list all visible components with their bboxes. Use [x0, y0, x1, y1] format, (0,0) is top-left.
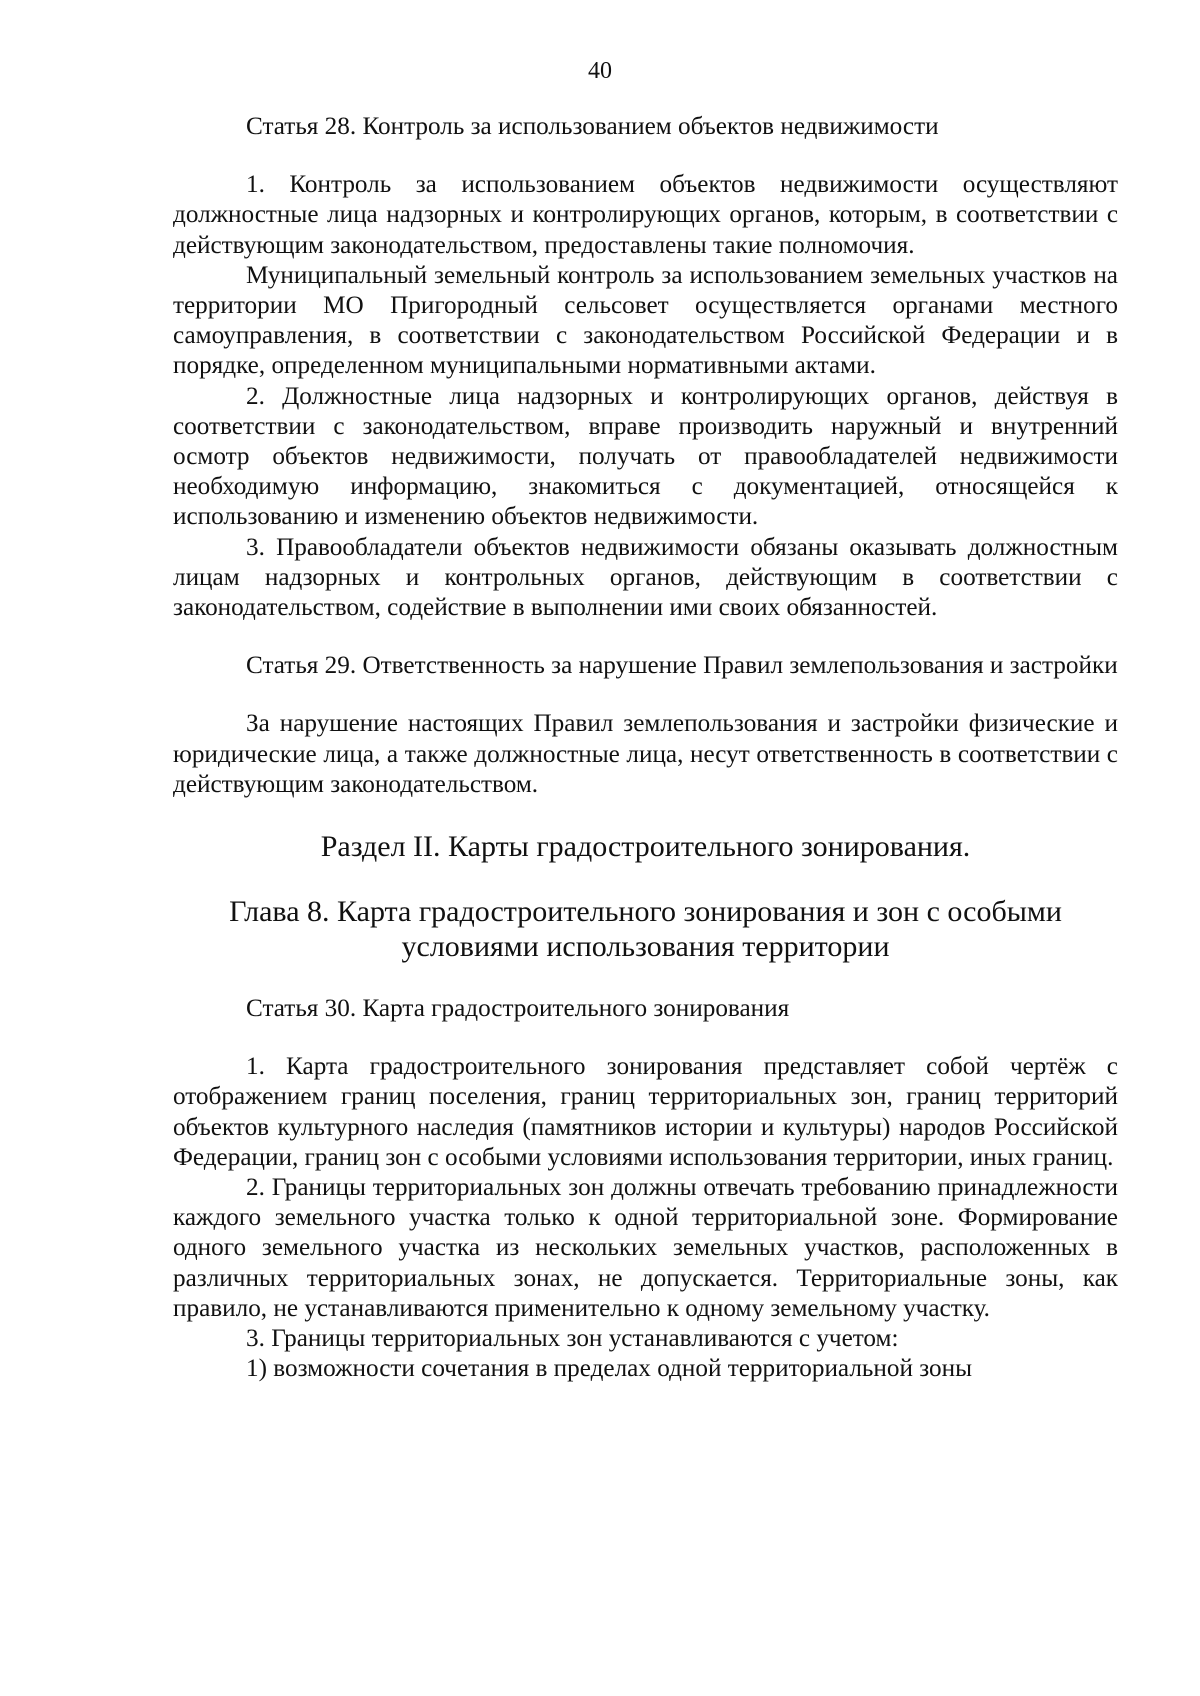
article-30-paragraph-2: 2. Границы территориальных зон должны отвечать требованию принадлежности каждого земельного участка только к одной территориальной зоне. Формирование одного земельного участка из нескольких земельных участков, расположенных в различных территориальных зонах, не допускается. Территориальные зоны, как правило, не устанавливаются применительно к одному земельному участку. — [173, 1174, 1118, 1322]
article-28-title: Статья 28. Контроль за использованием объектов недвижимости — [246, 113, 939, 140]
spacer — [173, 800, 1118, 830]
article-30-paragraph-3: 3. Границы территориальных зон устанавливаются с учетом: — [246, 1325, 899, 1353]
chapter-8-title: Глава 8. Карта градостроительного зонирования и зон с особыми условиями использования территории — [229, 895, 1062, 964]
spacer — [173, 864, 1118, 894]
article-28-paragraph-1: 1. Контроль за использованием объектов недвижимости осуществляют должностные лица надзорных и контролирующих органов, которым, в соответствии с действующим законодательством, предоставлены такие полномочия. — [173, 171, 1118, 259]
article-30-paragraph-1: 1. Карта градостроительного зонирования представляет собой чертёж с отображением границ поселения, границ территориальных зон, границ территорий объектов культурного наследия (памятников истории и культуры) народов Российской Федерации, границ зон с особыми условиями использования территории, иных границ. — [173, 1053, 1118, 1171]
page-content — [173, 112, 1118, 1385]
spacer — [173, 623, 1118, 651]
spacer — [173, 1024, 1118, 1052]
page-number: 40 — [588, 58, 612, 84]
article-28-paragraph-4: 3. Правообладатели объектов недвижимости обязаны оказывать должностным лицам надзорных и контрольных органов, действующим в соответствии с законодательством, содействие в выполнении ими своих обязанностей. — [173, 533, 1118, 622]
spacer — [173, 964, 1118, 994]
article-28-paragraph-3: 2. Должностные лица надзорных и контролирующих органов, действуя в соответствии с законодательством, вправе производить наружный и внутренний осмотр объектов недвижимости, получать от правообладателей недвижимости необходимую информацию, знакомиться с документацией, относящейся к использованию и изменению объектов недвижимости. — [173, 382, 1118, 531]
article-28-paragraph-2: Муниципальный земельный контроль за использованием земельных участков на территории МО Пригородный сельсовет осуществляется органами местного самоуправления, в соответствии с законодательством Российской Федерации и в порядке, определенном муниципальными нормативными актами. — [173, 261, 1118, 380]
spacer — [173, 142, 1118, 170]
article-30-title: Статья 30. Карта градостроительного зонирования — [246, 995, 790, 1023]
section-2-title: Раздел II. Карты градостроительного зонирования. — [320, 830, 971, 864]
article-29-title: Статья 29. Ответственность за нарушение Правил землепользования и застройки — [246, 652, 1118, 680]
spacer — [173, 681, 1118, 709]
article-30-paragraph-4: 1) возможности сочетания в пределах одной территориальной зоны — [246, 1355, 973, 1383]
article-29-paragraph-1: За нарушение настоящих Правил землепользования и застройки физические и юридические лица, а также должностные лица, несут ответственность в соответствии с действующим законодательством. — [173, 710, 1118, 798]
